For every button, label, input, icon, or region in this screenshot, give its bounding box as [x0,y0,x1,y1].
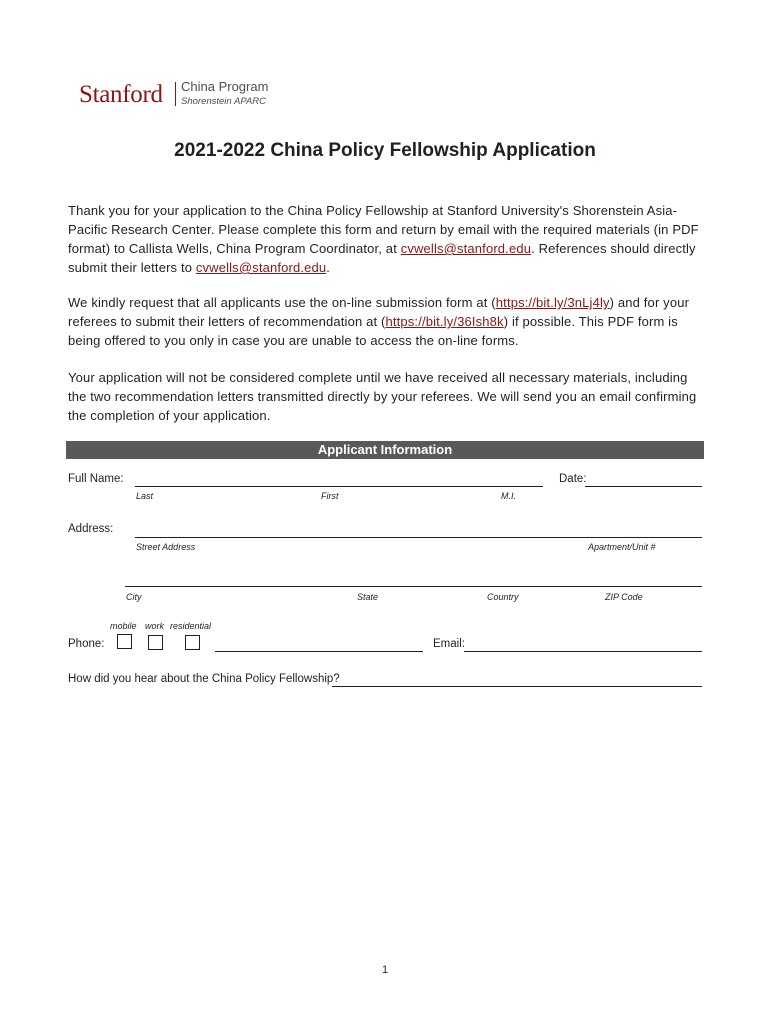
phone-number-field[interactable] [215,651,423,652]
intro-p2-text-c: ) if possible. This PDF form is being offered to you only in case you are unable to access the on-line forms. [68,314,678,348]
coordinator-email-link[interactable]: cvwells@stanford.edu [400,241,532,256]
phone-label: Phone: [68,638,105,650]
date-field[interactable] [585,486,702,487]
intro-p1-text-a: Thank you for your application to the China Policy Fellowship at Stanford University's Shorenstein Asia-Pacific Research Center. Please complete this form and return by email with the required materials (in PDF format) to Callista Wells, China Program Coordinator, at [68,203,699,256]
intro-paragraph-2 [68,293,704,350]
first-name-caption: First [321,491,339,501]
state-caption: State [357,592,379,602]
work-checkbox[interactable] [148,635,163,650]
referee-form-link[interactable]: https://bit.ly/36Ish8k [385,314,504,329]
zip-code-caption: ZIP Code [605,592,643,602]
last-name-caption: Last [136,491,154,501]
phone-type-mobile-caption: mobile [110,621,137,631]
email-label: Email: [433,638,465,650]
intro-p1-text-b: . References should directly submit their letters to [68,241,696,275]
applicant-form-link[interactable]: https://bit.ly/3nLj4ly [495,295,610,310]
page-number: 1 [381,964,389,976]
intro-p1-text-c: . [326,260,331,275]
street-address-field[interactable] [135,537,702,538]
logo-program-name: China Program [181,79,269,94]
city-state-zip-field[interactable] [125,586,702,587]
stanford-logo-wordmark: Stanford [79,81,163,108]
intro-paragraph-1 [68,201,704,277]
applicant-information-header: Applicant Information [66,441,704,459]
address-label: Address: [68,523,114,535]
phone-type-work-caption: work [145,621,165,631]
phone-type-residential-caption: residential [170,621,212,631]
email-field[interactable] [464,651,702,652]
full-name-label: Full Name: [68,473,124,485]
country-caption: Country [487,592,519,602]
street-address-caption: Street Address [136,542,196,552]
city-caption: City [126,592,142,602]
intro-paragraph-3: Your application will not be considered complete until we have received all necessary materials, including the two recommendation letters transmitted directly by your referees. We will send you an email confirming the completion of your application. [68,370,697,423]
mobile-checkbox[interactable] [117,634,132,649]
referral-source-label: How did you hear about the China Policy Fellowship? [68,673,340,685]
logo-divider [175,82,176,106]
intro-p2-text-b: ) and for your referees to submit their letters of recommendation at ( [68,295,690,329]
date-label: Date: [559,473,587,485]
residential-checkbox[interactable] [185,635,200,650]
logo-subprogram-name: Shorenstein APARC [181,96,267,107]
referral-source-field[interactable] [332,686,702,687]
apartment-unit-caption: Apartment/Unit # [588,542,656,552]
references-email-link[interactable]: cvwells@stanford.edu [195,260,327,275]
middle-initial-caption: M.I. [501,491,516,501]
intro-p2-text-a: We kindly request that all applicants use the on-line submission form at ( [68,295,496,310]
document-title: 2021-2022 China Policy Fellowship Application [174,140,596,161]
full-name-field[interactable] [135,486,543,487]
